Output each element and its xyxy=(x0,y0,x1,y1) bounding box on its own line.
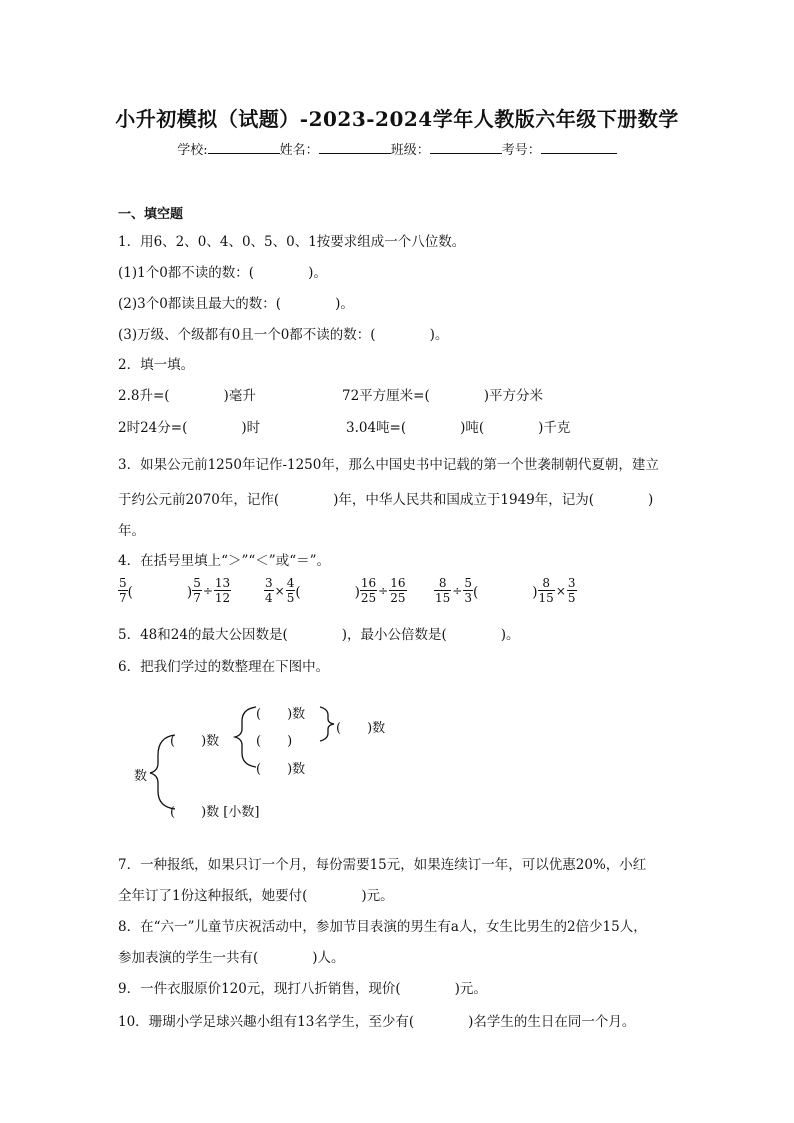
q9: 9．一件衣服原价120元，现打八折销售，现价( )元。 xyxy=(118,981,487,997)
q2-item-1: 2.8升=( )毫升 xyxy=(118,388,256,404)
tree-node[interactable]: ( )数 xyxy=(170,734,220,749)
operator: ÷ xyxy=(452,583,463,598)
operator: × xyxy=(555,583,566,598)
section-heading: 一、填空题 xyxy=(118,207,184,222)
q7-line-2: 全年订了1份这种报纸，她要付( )元。 xyxy=(118,888,394,904)
q1-part-2: (2)3个0都读且最大的数：( )。 xyxy=(118,296,354,312)
q2-item-2: 72平方厘米=( )平方分米 xyxy=(342,388,544,404)
tree-node[interactable]: ( )数 xyxy=(336,721,386,736)
answer-blank[interactable]: ( ) xyxy=(127,584,193,601)
q1-part-1: (1)1个0都不读的数：( )。 xyxy=(118,265,327,281)
fraction: $\frac{16}{25}$ xyxy=(390,576,406,605)
tree-node[interactable]: ( )数 xyxy=(256,762,306,777)
q6-stem: 6．把我们学过的数整理在下图中。 xyxy=(118,659,330,675)
school-label: 学校: xyxy=(177,143,208,158)
q2-item-4: 3.04吨=( )吨( )千克 xyxy=(346,420,571,436)
q8-line-2: 参加表演的学生一共有( )人。 xyxy=(118,950,345,966)
student-info-line xyxy=(0,139,794,158)
fraction: $\frac{16}{25}$ xyxy=(360,576,377,605)
operator: ÷ xyxy=(378,583,389,598)
q2-item-3: 2时24分=( )时 xyxy=(118,420,261,436)
q1-part-3: (3)万级、个级都有0且一个0都不读的数：( )。 xyxy=(118,327,449,343)
tree-node[interactable]: ( )数 [小数] xyxy=(170,805,260,820)
q4-item-2 xyxy=(264,576,407,605)
class-label: 班级： xyxy=(390,143,430,158)
answer-blank[interactable]: ( ) xyxy=(472,584,538,601)
q4-item-1 xyxy=(118,576,231,605)
page-title: 小升初模拟（试题）-2023-2024学年人教版六年级下册数学 xyxy=(115,107,679,131)
fraction: $\frac{5}{7}$ xyxy=(119,576,127,605)
fraction: $\frac{8}{15}$ xyxy=(538,576,554,605)
q8-line-1: 8．在“六一”儿童节庆祝活动中，参加节目表演的男生有a人，女生比男生的2倍少15人， xyxy=(118,919,647,935)
name-label: 姓名： xyxy=(279,143,319,158)
q7-line-1: 7．一种报纸，如果只订一个月，每份需要15元，如果连续订一年，可以优惠20%，小红 xyxy=(118,857,647,873)
fraction: $\frac{5}{3}$ xyxy=(464,576,472,605)
q5: 5．48和24的最大公因数是( )，最小公倍数是( )。 xyxy=(118,627,520,643)
tree-node[interactable]: ( )数 xyxy=(256,707,306,722)
fraction: $\frac{4}{5}$ xyxy=(286,576,295,605)
q4-item-3 xyxy=(434,576,577,605)
operator: × xyxy=(274,583,285,598)
q10: 10．珊瑚小学足球兴趣小组有13名学生，至少有( )名学生的生日在同一个月。 xyxy=(118,1014,636,1030)
class-blank[interactable] xyxy=(430,141,502,154)
q4-stem: 4．在括号里填上“＞”“＜”或“＝”。 xyxy=(118,553,330,569)
q3-line-3: 年。 xyxy=(118,523,145,539)
fraction: $\frac{3}{4}$ xyxy=(265,576,273,605)
q1-stem: 1．用6、2、0、4、0、5、0、1按要求组成一个八位数。 xyxy=(118,234,466,250)
fraction: $\frac{13}{12}$ xyxy=(214,576,231,605)
fraction: $\frac{3}{5}$ xyxy=(567,576,576,605)
tree-root: 数 xyxy=(134,769,148,784)
exam-no-blank[interactable] xyxy=(541,141,617,154)
q3-line-2: 于约公元前2070年，记作( )年，中华人民共和国成立于1949年，记为( ) xyxy=(118,492,654,508)
answer-blank[interactable]: ( ) xyxy=(295,584,360,601)
name-blank[interactable] xyxy=(319,141,391,154)
fraction: $\frac{5}{7}$ xyxy=(193,576,201,605)
operator: ÷ xyxy=(202,583,213,598)
fraction: $\frac{8}{15}$ xyxy=(435,576,451,605)
q3-line-1: 3．如果公元前1250年记作-1250年，那么中国史书中记载的第一个世袭制朝代夏朝，建立 xyxy=(118,457,659,473)
exam-no-label: 考号： xyxy=(501,143,541,158)
number-classification-tree xyxy=(130,695,430,825)
q2-stem: 2．填一填。 xyxy=(118,357,195,373)
school-blank[interactable] xyxy=(208,141,280,154)
tree-node[interactable]: ( ) xyxy=(256,734,293,749)
